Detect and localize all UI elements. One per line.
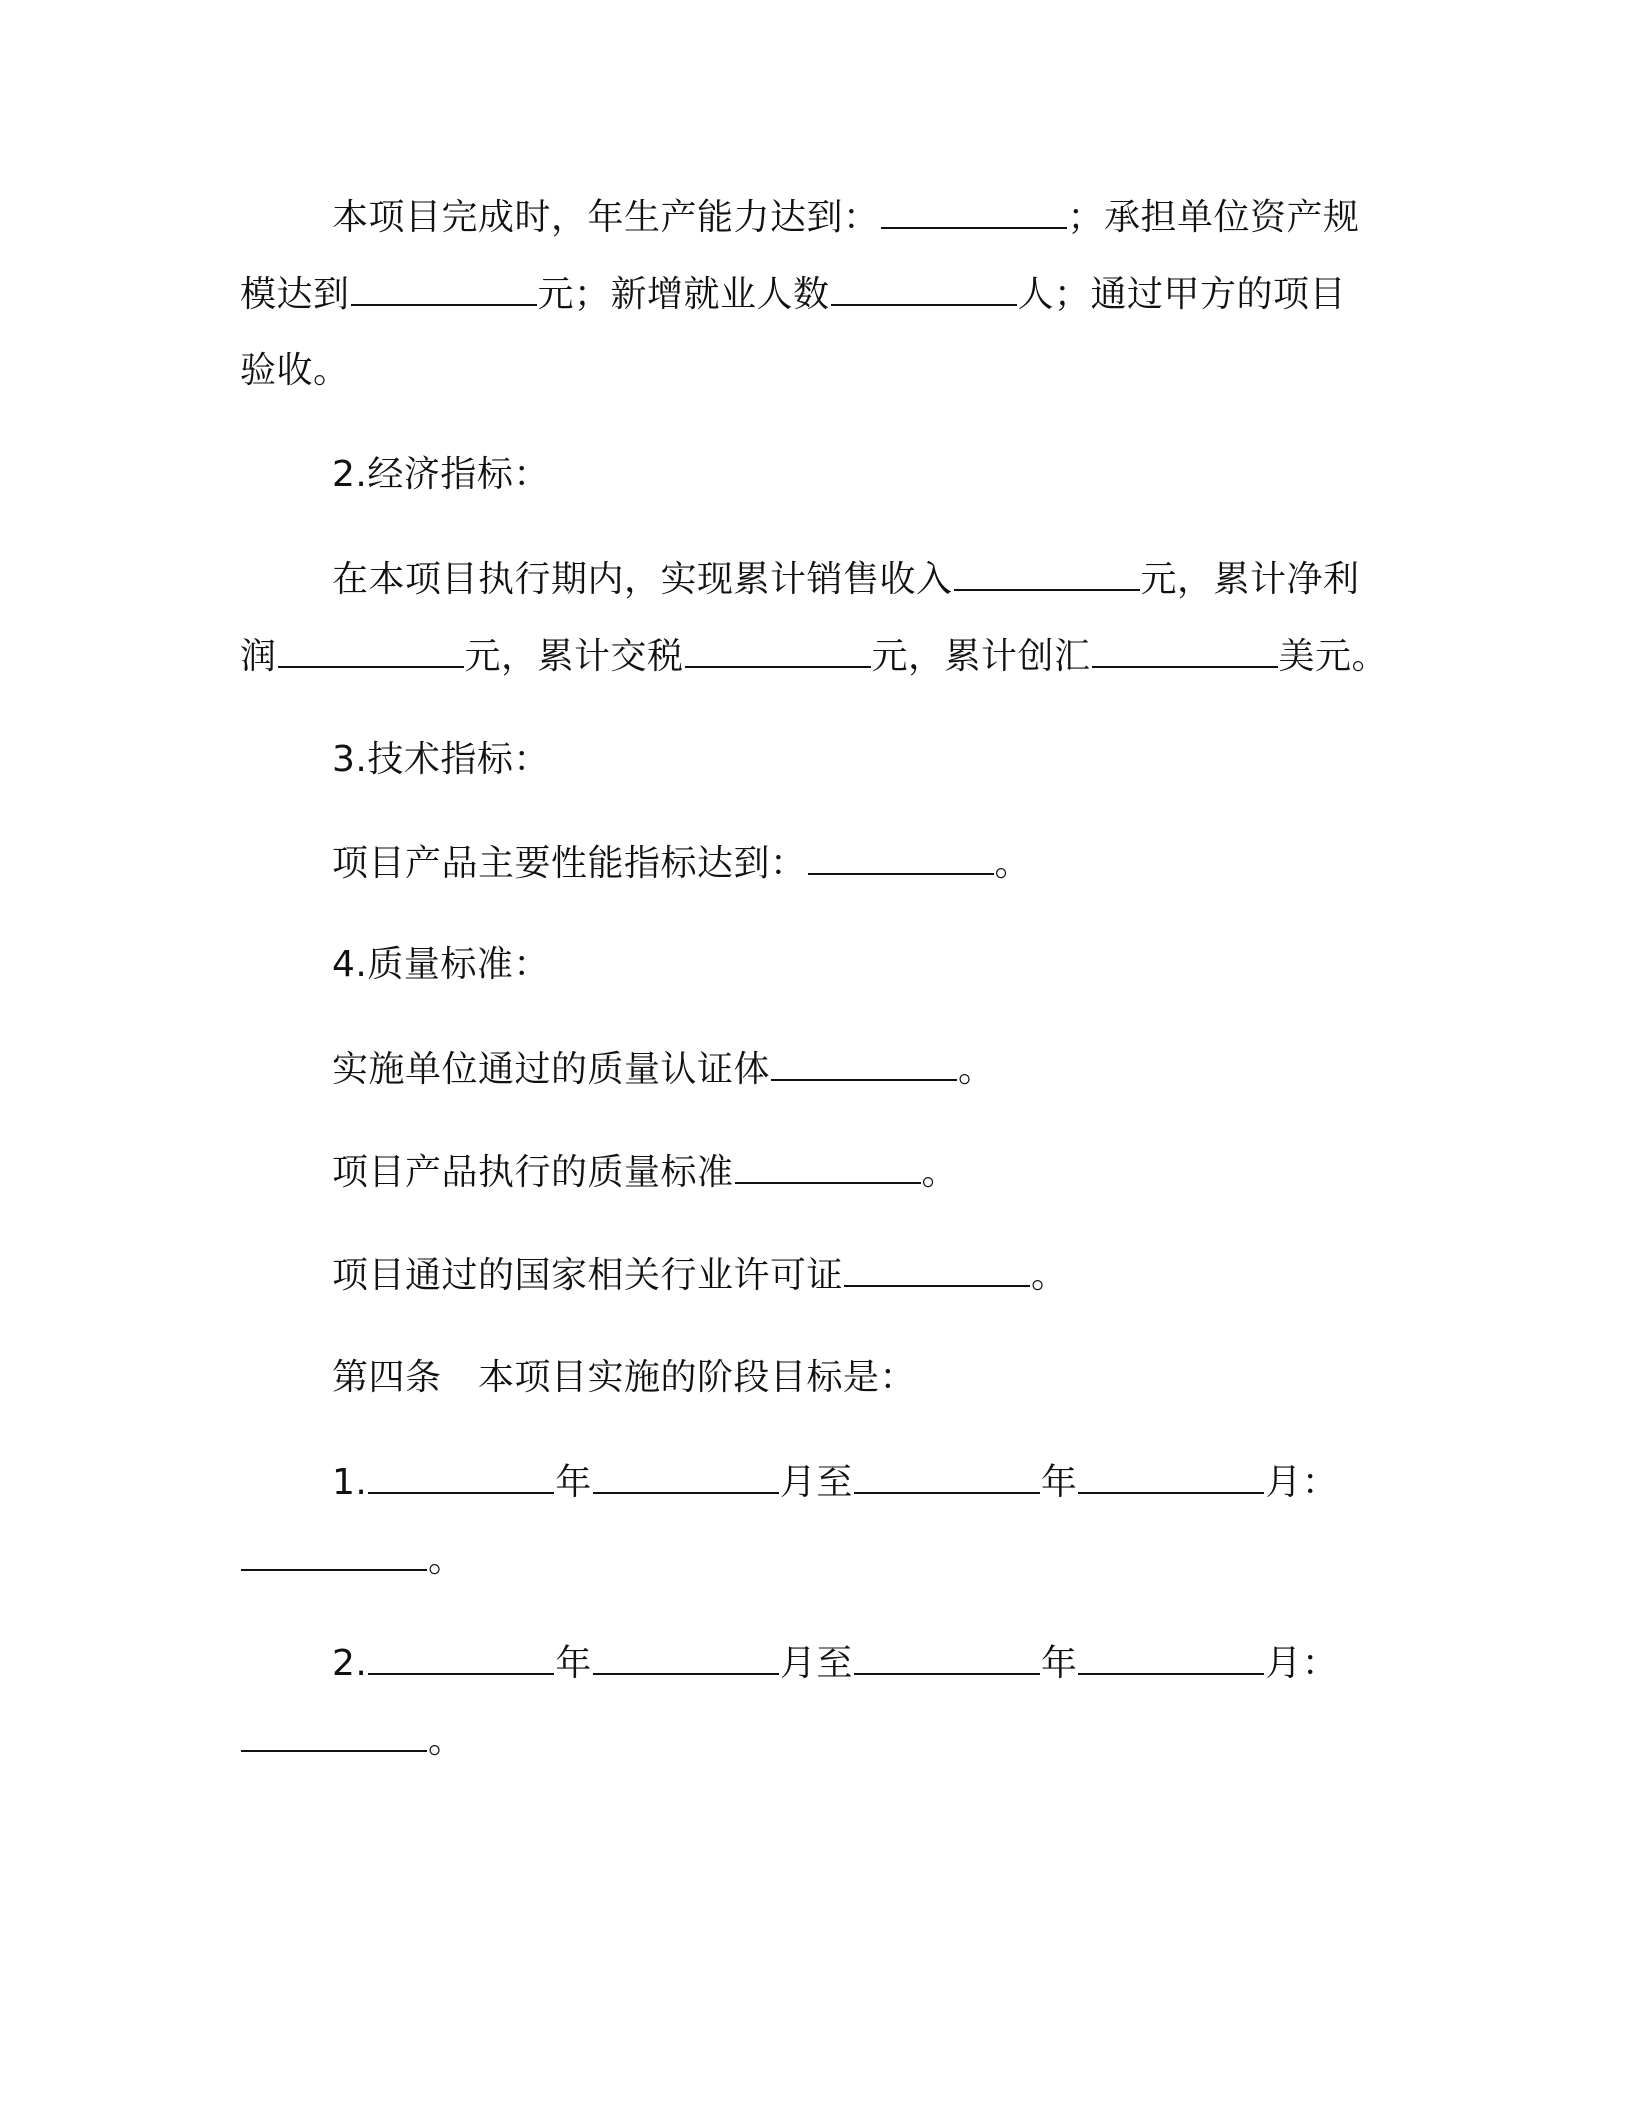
text: 月至 <box>779 1462 853 1503</box>
blank-field <box>881 193 1067 229</box>
econ-line2 <box>240 632 1388 681</box>
para1-line3 <box>240 347 350 395</box>
text: 美元。 <box>1278 636 1389 677</box>
blank-field <box>351 270 537 306</box>
text: 。 <box>1031 1255 1068 1296</box>
article4-heading: 第四条 本项目实施的阶段目标是： <box>332 1357 917 1398</box>
blank-field <box>1078 1458 1264 1494</box>
quality-heading: 4.质量标准： <box>332 944 550 985</box>
blank-field <box>735 1148 921 1184</box>
blank-field <box>278 632 464 668</box>
text: 年 <box>555 1643 592 1684</box>
econ-heading: 2.经济指标： <box>332 454 550 495</box>
blank-field <box>954 555 1140 591</box>
stage1-line2 <box>240 1535 465 1584</box>
text: 年 <box>555 1462 592 1503</box>
econ-line1 <box>332 555 1360 604</box>
blank-field <box>368 1458 554 1494</box>
text: 人；通过甲方的项目 <box>1017 274 1347 315</box>
text: 年 <box>1040 1643 1078 1684</box>
tech-heading: 3.技术指标： <box>332 739 550 780</box>
text: 本项目完成时，年生产能力达到： <box>332 197 880 238</box>
text: 项目产品执行的质量标准 <box>332 1152 734 1193</box>
text: 在本项目执行期内，实现累计销售收入 <box>332 559 953 600</box>
text: 。 <box>958 1049 995 1090</box>
text: 元，累计净利 <box>1140 559 1360 600</box>
quality-line2 <box>332 1148 958 1197</box>
text: 月至 <box>779 1643 853 1684</box>
text: 项目产品主要性能指标达到： <box>332 843 807 884</box>
blank-field <box>1092 632 1278 668</box>
text: 项目通过的国家相关行业许可证 <box>332 1255 844 1296</box>
text: 润 <box>240 636 277 677</box>
stage2-line2 <box>240 1716 465 1765</box>
blank-field <box>854 1639 1040 1675</box>
text: 1. <box>332 1462 368 1503</box>
text: 月： <box>1265 1462 1339 1503</box>
text: 。 <box>428 1720 465 1761</box>
text: 年 <box>1040 1462 1078 1503</box>
quality-line1 <box>332 1045 995 1094</box>
text: 月： <box>1265 1643 1339 1684</box>
text: 。 <box>428 1539 465 1580</box>
blank-field <box>808 839 994 875</box>
text: 验收。 <box>240 350 350 391</box>
quality-line3 <box>332 1251 1068 1300</box>
blank-field <box>831 270 1017 306</box>
stage1-line1 <box>332 1458 1338 1507</box>
blank-field <box>854 1458 1040 1494</box>
stage2-line1 <box>332 1639 1338 1688</box>
blank-field <box>368 1639 554 1675</box>
text: 。 <box>994 843 1032 884</box>
text: ；承担单位资产规 <box>1067 197 1360 238</box>
text: 2. <box>332 1643 368 1684</box>
text: 元，累计创汇 <box>871 636 1091 677</box>
blank-field <box>844 1251 1030 1287</box>
text: 实施单位通过的质量认证体 <box>332 1049 771 1090</box>
para1-line1 <box>332 193 1360 242</box>
text: 。 <box>921 1152 959 1193</box>
blank-field <box>685 632 871 668</box>
blank-field <box>593 1639 779 1675</box>
text: 元，累计交税 <box>464 636 684 677</box>
blank-field <box>241 1716 427 1752</box>
blank-field <box>1078 1639 1264 1675</box>
blank-field <box>771 1045 957 1081</box>
para1-line2 <box>240 270 1346 319</box>
blank-field <box>241 1535 427 1571</box>
tech-line <box>332 839 1031 888</box>
text: 元；新增就业人数 <box>537 274 830 315</box>
text: 模达到 <box>240 274 350 315</box>
blank-field <box>593 1458 779 1494</box>
